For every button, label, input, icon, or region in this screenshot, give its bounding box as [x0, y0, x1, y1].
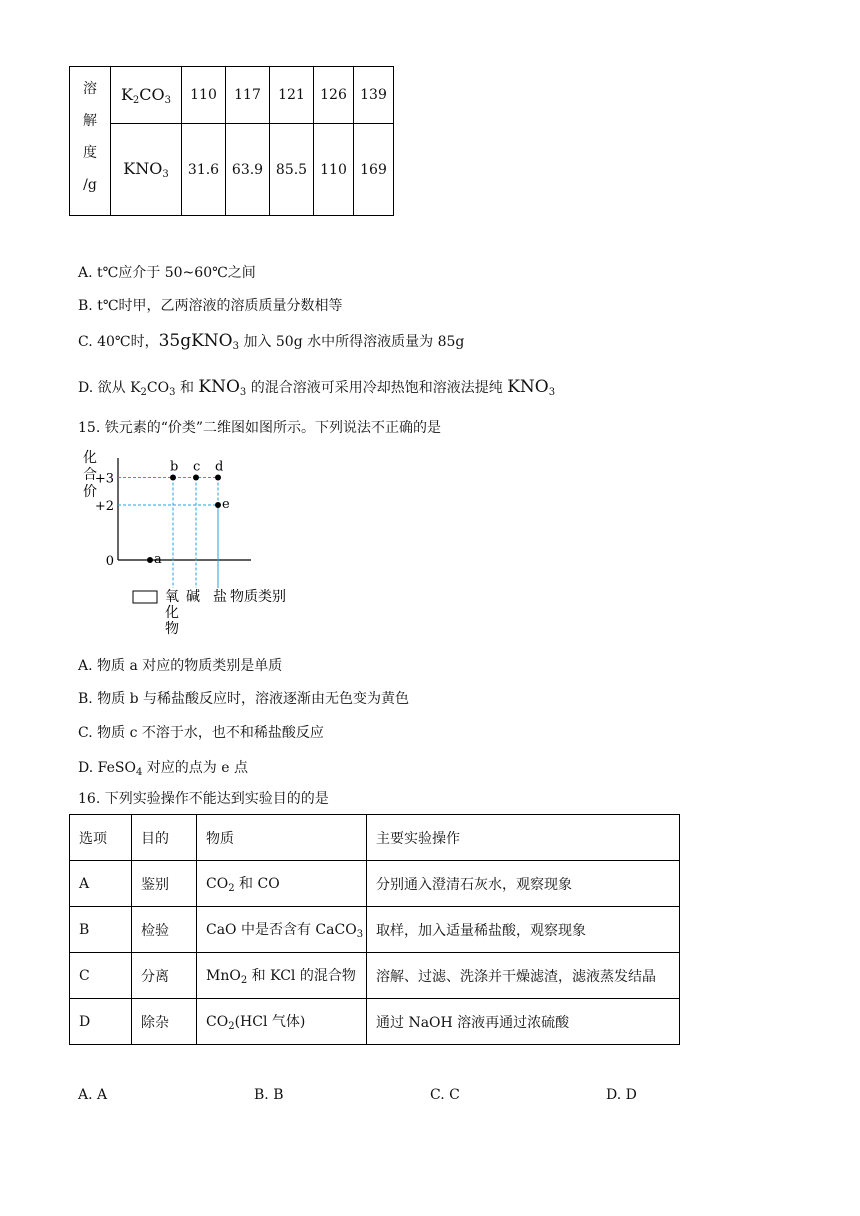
y-axis-label-char: 合 [83, 467, 97, 483]
table-cell: 分别通入澄清石灰水，观察现象 [367, 861, 680, 907]
y-tick-label: 0 [105, 554, 114, 569]
table-cell: 121 [270, 67, 314, 124]
table-cell: 126 [314, 67, 354, 124]
q15-option-d: D. FeSO$_4$ 对应的点为 e 点 [78, 760, 248, 778]
q16-answer-b: B. B [254, 1087, 284, 1103]
table-row [70, 861, 680, 907]
row-label-kno3: $KNO_3$ [111, 124, 182, 216]
row-header-char: 度 [83, 145, 97, 161]
table-cell: MnO$_2$ 和 KCl 的混合物 [197, 953, 367, 999]
q15-option-c: C. 物质 c 不溶于水，也不和稀盐酸反应 [78, 725, 324, 741]
q15-option-a: A. 物质 a 对应的物质类别是单质 [78, 658, 283, 674]
table-row [70, 907, 680, 953]
row-header-char: 解 [83, 113, 97, 129]
q16-answer-d: D. D [606, 1087, 637, 1103]
experiment-table [69, 814, 680, 1045]
table-cell: 110 [182, 67, 226, 124]
header-cell: 主要实验操作 [367, 815, 680, 861]
q16-answer-c: C. C [430, 1087, 460, 1103]
x-category-label-oxide: 物 [165, 621, 179, 637]
table-cell: 117 [226, 67, 270, 124]
table-cell: 取样，加入适量稀盐酸，观察现象 [367, 907, 680, 953]
point-label-d: d [215, 459, 224, 475]
q15-option-b: B. 物质 b 与稀盐酸反应时，溶液逐渐由无色变为黄色 [78, 691, 410, 707]
table-cell: 分离 [132, 953, 197, 999]
row-header-char: 溶 [83, 81, 97, 97]
x-category-label-salt: 盐 [213, 589, 227, 605]
y-tick-label: +2 [94, 499, 114, 514]
data-point-a [147, 557, 153, 563]
row-header-char: /g [83, 177, 97, 193]
point-label-b: b [170, 459, 179, 475]
q14-option-b: B. t℃时甲，乙两溶液的溶质质量分数相等 [78, 298, 343, 314]
table-cell: 63.9 [226, 124, 270, 216]
table-cell: 85.5 [270, 124, 314, 216]
row-header-solubility [70, 67, 111, 216]
table-cell: 检验 [132, 907, 197, 953]
row-label-k2co3: $K_2CO_3$ [111, 67, 182, 124]
table-cell: 鉴别 [132, 861, 197, 907]
point-label-e: e [222, 497, 230, 512]
data-point-d [215, 475, 221, 481]
table-cell: B [70, 907, 132, 953]
table-cell: $CO_2(HCl$ 气体) [197, 999, 367, 1045]
q14-option-c: C. 40℃时，35gKNO$_3$ 加入 50g 水中所得溶液质量为 85g [78, 331, 465, 352]
table-cell: 110 [314, 124, 354, 216]
table-row [70, 999, 680, 1045]
table-cell: $CO_2$ 和 CO [197, 861, 367, 907]
table-cell: 139 [354, 67, 394, 124]
q14-option-a: A. t℃应介于 50~60℃之间 [78, 265, 256, 281]
table-cell: 除杂 [132, 999, 197, 1045]
q16-stem: 16. 下列实验操作不能达到实验目的的是 [78, 791, 329, 807]
table-cell: 169 [354, 124, 394, 216]
solubility-table [69, 66, 394, 216]
table-row [70, 953, 680, 999]
table-cell: 31.6 [182, 124, 226, 216]
y-axis-label-char: 价 [83, 484, 97, 500]
data-point-b [170, 475, 176, 481]
x-axis-label: 物质类别 [230, 589, 286, 605]
table-cell: C [70, 953, 132, 999]
x-category-label-oxide: 氧 [165, 589, 179, 605]
table-cell: 溶解、过滤、洗涤并干燥滤渣，滤液蒸发结晶 [367, 953, 680, 999]
q14-option-d: D. 欲从 $K_2CO_3$ 和 $KNO_3$ 的混合溶液可采用冷却热饱和溶液法提纯 $KNO_3$ [78, 377, 556, 398]
x-category-label-base: 碱 [186, 589, 200, 605]
table-cell: D [70, 999, 132, 1045]
data-point-e [215, 502, 221, 508]
header-cell: 物质 [197, 815, 367, 861]
q15-stem: 15. 铁元素的“价类”二维图如图所示。下列说法不正确的是 [78, 420, 442, 436]
header-cell: 目的 [132, 815, 197, 861]
elemental-category-box [133, 591, 157, 603]
q16-answer-a: A. A [78, 1087, 108, 1103]
y-tick-label: +3 [94, 471, 114, 487]
valence-class-chart [76, 448, 306, 643]
header-cell: 选项 [70, 815, 132, 861]
y-axis-label-char: 化 [83, 450, 97, 466]
table-cell: 通过 NaOH 溶液再通过浓硫酸 [367, 999, 680, 1045]
point-label-c: c [193, 459, 201, 475]
table-cell: A [70, 861, 132, 907]
point-label-a: a [154, 552, 162, 567]
x-category-label-oxide: 化 [165, 605, 179, 621]
table-cell: CaO 中是否含有 CaCO$_3$ [197, 907, 367, 953]
data-point-c [193, 475, 199, 481]
